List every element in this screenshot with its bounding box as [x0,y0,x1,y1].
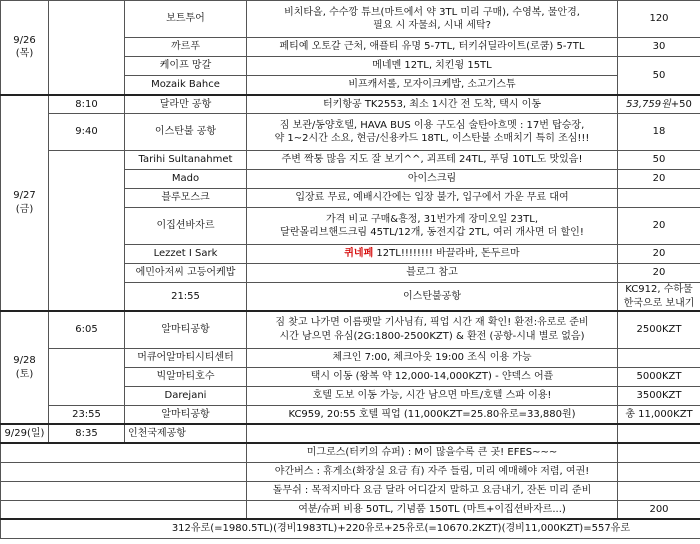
cost-cell: 총 11,000KZT [618,405,700,424]
note-cell: KC959, 20:55 호텔 픽업 (11,000KZT=25.80유로=33,880원) [247,405,618,424]
cost-cell [618,95,700,114]
place-cell: 이스탄불공항 [247,283,618,312]
place-cell: Mozaik Bahce [125,76,247,95]
place-cell: 달라만 공항 [125,95,247,114]
total-row [1,519,700,538]
note-cell: 비치타올, 수수깡 튜브(마트에서 약 3TL 미리 구매), 수영복, 물안경, 필요 시 자물쇠, 시내 세탁? [247,1,618,38]
note-cell: 호텔 도보 이동 가능, 시간 남으면 마트/호텔 스파 이용! [247,386,618,405]
place-cell: 케이프 망갈 [125,57,247,76]
note-cell: 입장료 무료, 예배시간에는 입장 불가, 입구에서 가운 무료 대여 [247,189,618,208]
place-cell: 보트투어 [125,1,247,38]
cost-cell [618,462,700,481]
note-cell: 블로그 참고 [247,264,618,283]
place-cell: 인천국제공항 [125,424,247,443]
cost-cell: 20 [618,170,700,189]
note-cell: 메네멘 12TL, 치킨윙 15TL [247,57,618,76]
note-cell: 짐 보관/동양호텔, HAVA BUS 이용 구도심 술탄아흐멧 : 17번 탑승장, 약 1~2시간 소요, 현금/신용카드 18TL, 이스탄불 소매치기 특히 조심!!! [247,114,618,151]
time-cell: 21:55 [125,283,247,312]
place-cell: 머큐어알마티시티센터 [125,348,247,367]
table-row [1,424,700,443]
note-cell: 택시 이동 (왕복 약 12,000-14,000KZT) - 얀덱스 어플 [247,367,618,386]
table-row [1,95,700,114]
time-cell: 23:55 [49,405,125,424]
cost-cell: 5000KZT [618,367,700,386]
time-cell: 8:10 [49,95,125,114]
place-cell: Mado [125,170,247,189]
place-cell: Tarihi Sultanahmet [125,151,247,170]
note-cell: 짐 찾고 나가면 이름팻말 기사님有, 픽업 시간 재 확인! 환전:유로로 준비 시간 남으면 유심(2G:1800-2500KZT) & 환전 (공항-시내 별로 없음) [247,311,618,348]
table-row [1,443,700,462]
place-cell: 알마티공항 [125,405,247,424]
time-cell [49,151,125,312]
date-cell-0928: 9/28 (토) [1,311,49,424]
cost-cell: 200 [618,500,700,519]
cost-extra: +50 [670,98,692,110]
table-row [1,311,700,348]
date-cell-0927: 9/27 (금) [1,95,49,312]
cost-cell: 20 [618,208,700,245]
cost-cell: 2500KZT [618,311,700,348]
date-cell-0926: 9/26 (목) [1,1,49,95]
table-row [1,405,700,424]
note-cell: 체크인 7:00, 체크아웃 19:00 조식 이용 가능 [247,348,618,367]
cost-cell: 3500KZT [618,386,700,405]
time-cell [49,348,125,405]
note-cell [247,245,618,264]
time-cell: 9:40 [49,114,125,151]
note-cell: 가격 비교 구매&흥정, 31번가게 장미오일 23TL, 달란몰리브핸드크림 45TL/12개, 동전지갑 2TL, 여러 개사면 더 할인! [247,208,618,245]
table-row [1,1,700,38]
note-text: 12TL!!!!!!!! 바끌라바, 돈두르마 [373,248,520,260]
cost-cell: 18 [618,114,700,151]
cost-cell [618,443,700,462]
table-row [1,114,700,151]
tip-cell: 미그로스(터키의 슈퍼) : M이 많을수록 큰 곳! EFES~~~ [247,443,618,462]
cost-cell: 120 [618,1,700,38]
place-cell: 까르푸 [125,38,247,57]
note-cell: 터키항공 TK2553, 최소 1시간 전 도착, 택시 이동 [247,95,618,114]
table-row [1,500,700,519]
time-cell: 8:35 [49,424,125,443]
note-cell [247,424,618,443]
place-cell: 이스탄불 공항 [125,114,247,151]
place-cell: 빅알마티호수 [125,367,247,386]
highlight-text: 퀴네페 [344,248,374,260]
tip-cell: 돌무쉬 : 목적지마다 요금 달라 어디갈지 말하고 요금내기, 잔돈 미리 준비 [247,481,618,500]
note-cell: 아이스크림 [247,170,618,189]
place-cell: 알마티공항 [125,311,247,348]
cost-cell: 50 [618,57,700,95]
place-cell: Darejani [125,386,247,405]
cost-cell: 20 [618,264,700,283]
place-cell: 이집션바자르 [125,208,247,245]
cost-cell [618,424,700,443]
tip-cell: 야간버스 : 휴게소(화장실 요금 有) 자주 들림, 미리 예매해야 저렴, 여권! [247,462,618,481]
total-cell: 312유로(=1980.5TL)(경비1983TL)+220유로+25유로(=10670.2KZT)(경비11,000KZT)=557유로 [1,519,700,538]
cost-cell [618,348,700,367]
table-row [1,348,700,367]
place-cell: 에민아저씨 고등어케밥 [125,264,247,283]
note-cell: KC912, 수하물 한국으로 보내기 [618,283,700,312]
empty-cell [1,500,247,519]
note-cell: 비프캐서롤, 모자이크케밥, 소고기스튜 [247,76,618,95]
empty-cell [1,443,247,462]
table-row [1,481,700,500]
cost-cell: 30 [618,38,700,57]
empty-cell [1,462,247,481]
cost-cell [618,481,700,500]
place-cell: Lezzet I Sark [125,245,247,264]
cost-cell: 20 [618,245,700,264]
empty-cell [1,481,247,500]
date-cell-0929: 9/29(일) [1,424,49,443]
cost-cell: 50 [618,151,700,170]
note-cell: 주변 짝퉁 많음 지도 잘 보기^^, 괴프테 24TL, 푸딩 10TL도 맛있음! [247,151,618,170]
cost-krw: 53,759원 [626,98,671,110]
note-cell: 페티예 오토갈 근처, 애플티 유명 5-7TL, 터키쉬딜라이트(로쿰) 5-7TL [247,38,618,57]
time-cell [49,1,125,95]
tip-cell: 여분/슈퍼 비용 50TL, 기념품 150TL (마트+이집션바자르...) [247,500,618,519]
cost-cell [618,189,700,208]
time-cell: 6:05 [49,311,125,348]
table-row [1,151,700,170]
table-row [1,462,700,481]
place-cell: 블루모스크 [125,189,247,208]
